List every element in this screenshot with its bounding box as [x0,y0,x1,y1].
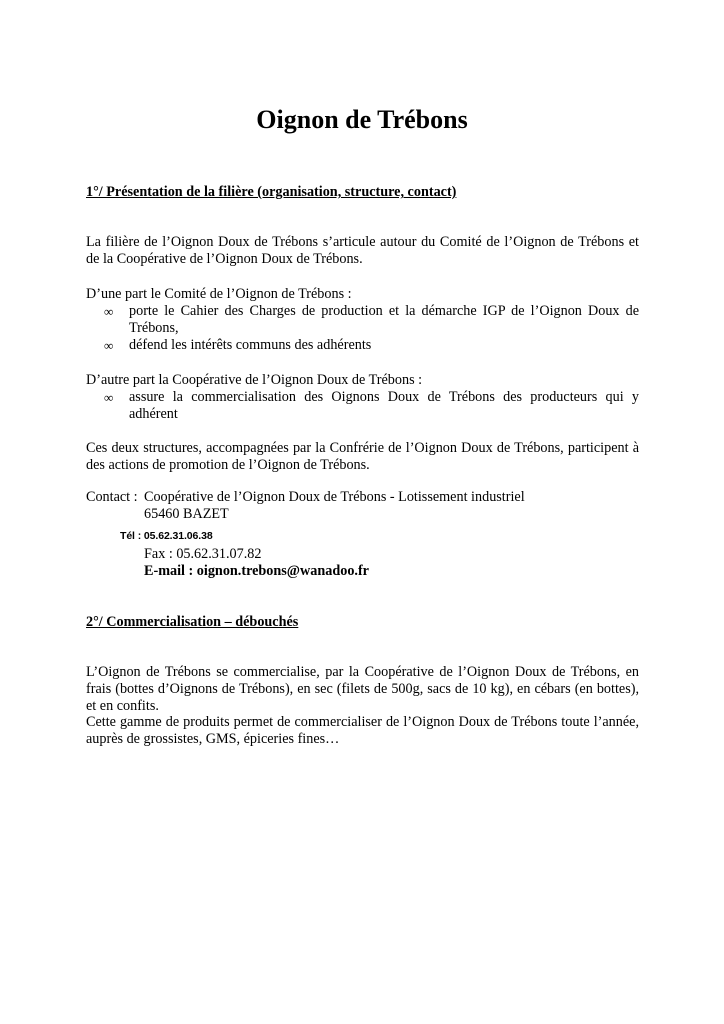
infinity-bullet-icon: ∞ [104,338,114,354]
section-2-heading: 2°/ Commercialisation – débouchés [86,614,299,630]
page-title: Oignon de Trébons [256,105,468,134]
list-item [104,389,639,423]
contact-postcode: 65460 BAZET [144,506,229,522]
contact-address-line: Coopérative de l’Oignon Doux de Trébons - Lotissement industriel [144,489,525,505]
list-item [104,337,639,354]
list-item-text: assure la commercialisation des Oignons Doux de Trébons des producteurs qui y adhérent [129,389,639,423]
promotion-paragraph: Ces deux structures, accompagnées par la Confrérie de l’Oignon Doux de Trébons, participent à des actions de promotion de l’Oignon de Trébons. [86,440,639,474]
list-item-text: porte le Cahier des Charges de production et la démarche IGP de l’Oignon Doux de Trébons, [129,303,639,337]
cooperative-lead: D’autre part la Coopérative de l’Oignon Doux de Trébons : [86,372,423,388]
contact-email: E-mail : oignon.trebons@wanadoo.fr [144,563,369,579]
comite-list [104,303,639,355]
infinity-bullet-icon: ∞ [104,304,114,319]
intro-paragraph: La filière de l’Oignon Doux de Trébons s’articule autour du Comité de l’Oignon de Trébons et de la Coopérative de l’Oignon Doux de Trébons. [86,234,639,268]
contact-phone: Tél : 05.62.31.06.38 [120,530,213,542]
range-paragraph: Cette gamme de produits permet de commercialiser de l’Oignon Doux de Trébons toute l’année, auprès de grossistes, GMS, épiceries fines… [86,714,639,748]
section-1-heading: 1°/ Présentation de la filière (organisation, structure, contact) [86,184,457,200]
list-item [104,303,639,337]
contact-fax: Fax : 05.62.31.07.82 [144,546,262,562]
list-item-text: défend les intérêts communs des adhérents [129,337,372,354]
cooperative-list [104,389,639,423]
commercialisation-paragraph: L’Oignon de Trébons se commercialise, par la Coopérative de l’Oignon Doux de Trébons, en frais (bottes d’Oignons de Trébons), en sec (filets de 500g, sacs de 10 kg), en cébars (en bottes), et en confits. [86,664,639,715]
comite-lead: D’une part le Comité de l’Oignon de Trébons : [86,286,352,302]
infinity-bullet-icon: ∞ [104,390,114,405]
contact-label: Contact : [86,489,138,505]
